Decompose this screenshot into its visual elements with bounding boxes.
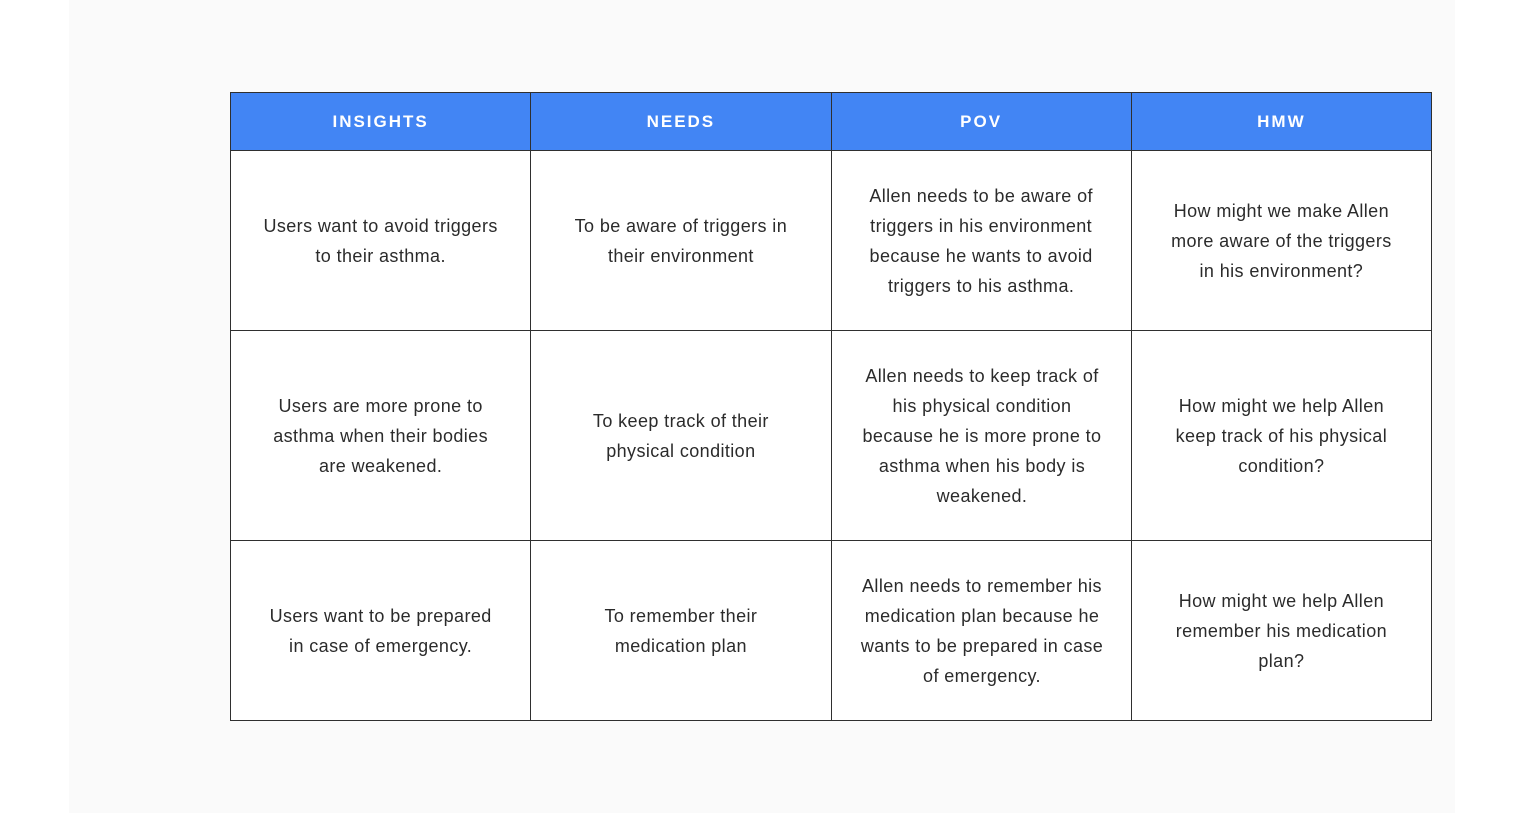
need-cell: To be aware of triggers in their environment	[531, 151, 831, 331]
header-hmw: HMW	[1131, 93, 1431, 151]
insight-cell: Users want to be prepared in case of emergency.	[231, 541, 531, 721]
need-cell: To remember their medication plan	[531, 541, 831, 721]
hmw-cell: How might we help Allen keep track of his physical condition?	[1131, 331, 1431, 541]
table-row	[231, 541, 1432, 721]
pov-cell: Allen needs to be aware of triggers in his environment because he wants to avoid triggers to his asthma.	[831, 151, 1131, 331]
header-insights: INSIGHTS	[231, 93, 531, 151]
header-needs: NEEDS	[531, 93, 831, 151]
insight-cell: Users are more prone to asthma when their bodies are weakened.	[231, 331, 531, 541]
hmw-cell: How might we help Allen remember his medication plan?	[1131, 541, 1431, 721]
table-header-row	[231, 93, 1432, 151]
table-row	[231, 331, 1432, 541]
page-background	[69, 0, 1455, 813]
pov-cell: Allen needs to remember his medication plan because he wants to be prepared in case of emergency.	[831, 541, 1131, 721]
pov-cell: Allen needs to keep track of his physical condition because he is more prone to asthma when his body is weakened.	[831, 331, 1131, 541]
header-pov: POV	[831, 93, 1131, 151]
insight-cell: Users want to avoid triggers to their asthma.	[231, 151, 531, 331]
need-cell: To keep track of their physical condition	[531, 331, 831, 541]
hmw-cell: How might we make Allen more aware of the triggers in his environment?	[1131, 151, 1431, 331]
table-row	[231, 151, 1432, 331]
insights-needs-pov-hmw-table	[230, 92, 1432, 721]
